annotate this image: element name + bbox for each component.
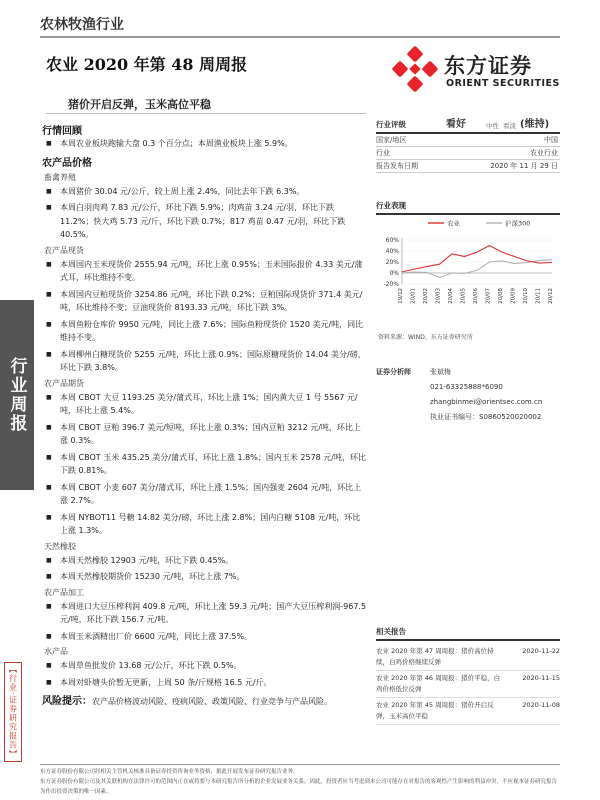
x-tick-label: 20/11 xyxy=(535,288,542,304)
title-divider xyxy=(46,113,366,114)
list-item: ■ 本周 CBOT 小麦 607 美分/蒲式耳，环比上涨 1.5%；国内强麦 2604 元/吨，环比上涨 2.7%。 xyxy=(42,481,368,508)
list-item: ■ 本周 CBOT 大豆 1193.25 美分/蒲式耳，环比上涨 1%；国内黄大豆 1 号 5567 元/吨，环比上涨 5.4%。 xyxy=(42,391,368,418)
analyst-row xyxy=(376,364,560,379)
related-report-date: 2020-11-08 xyxy=(522,701,560,709)
list-item: ■ 本周天然橡胶期货价 15230 元/吨，环比上涨 7%。 xyxy=(42,570,368,584)
logo-name-en: ORIENT SECURITIES xyxy=(446,78,560,89)
rating-row xyxy=(376,116,560,134)
y-tick-label: 60% xyxy=(385,237,399,244)
x-tick-label: 20/06 xyxy=(473,288,479,304)
list-item: ■ 本周农业板块跑输大盘 0.3 个百分点；本周渔业板块上涨 5.9%。 xyxy=(42,137,368,151)
disclaimer-line: 东方证券股份有限公司及其关联机构在法律许可的范围内正在或将要与本研究报告所分析的企业发展业务关系。因此，投资者应当考虑到本公司可能存在对报告的客观性产生影响的利益冲突，不应视本证券研究报告为作出投资决策的唯一因素。 xyxy=(40,779,558,795)
info-row xyxy=(376,134,560,147)
rating-panel xyxy=(376,116,560,173)
info-value: 2020 年 11 月 29 日 xyxy=(490,162,558,170)
related-reports xyxy=(376,626,560,725)
analyst-license: 执业证书编号：S0860520020002 xyxy=(430,412,542,421)
list-item: ■ 本周 CBOT 玉米 435.25 美分/蒲式耳，环比上涨 1.8%；国内玉米 2578 元/吨，环比下跌 0.81%。 xyxy=(42,451,368,478)
info-value: 农业行业 xyxy=(530,149,558,157)
disclaimer-line: 东方证券股份有限公司经相关主管机关核准具备证券投资咨询业务资格，据此开展发布证券研究报告业务。 xyxy=(40,769,299,775)
x-tick-label: 20/08 xyxy=(498,288,504,304)
info-key: 国家/地区 xyxy=(376,136,407,144)
company-logo xyxy=(392,46,562,96)
x-tick-label: 20/09 xyxy=(510,288,517,304)
analyst-phone: 021-63325888*6090 xyxy=(430,382,503,391)
disclaimer-footer xyxy=(40,764,560,797)
sidebar-label: 行业周报 xyxy=(6,357,27,433)
related-report-title[interactable]: 农业 2020 年第 45 周周报：猪价开启反弹，玉米高位平稳 xyxy=(376,701,494,720)
subsection-title-processing: 农产品加工 xyxy=(44,587,84,597)
x-tick-label: 19/12 xyxy=(398,288,404,304)
list-item: ■ 本周草鱼批发价 13.68 元/公斤，环比下跌 0.5%。 xyxy=(42,659,368,673)
rating-neutral: 中性 xyxy=(486,122,499,130)
related-report-item[interactable] xyxy=(376,698,560,725)
analyst-role: 证券分析师 xyxy=(376,367,411,376)
x-tick-label: 20/05 xyxy=(460,288,467,304)
rating-hold: (维持) xyxy=(520,119,550,130)
list-item: ■ 本周对虾塘头价暂无更新，上周 50 条/斤规格 16.5 元/斤。 xyxy=(42,676,368,690)
list-item: ■ 本周猪价 30.04 元/公斤，较上周上涨 2.4%，同比去年下跌 6.3%。 xyxy=(42,185,368,199)
analyst-email[interactable]: zhangbinmei@orientsec.com.cn xyxy=(430,397,543,406)
subsection-title-aquatic: 水产品 xyxy=(44,647,68,656)
related-report-title[interactable]: 农业 2020 年第 46 周周报：猪价平稳，白鸡价格低位反弹 xyxy=(376,674,501,693)
legend-label: 农业 xyxy=(447,219,460,228)
analyst-row xyxy=(376,409,560,424)
analyst-name: 张斌梅 xyxy=(430,367,451,376)
section-title-review: 行情回顾 xyxy=(42,126,82,137)
info-key: 报告发布日期 xyxy=(376,162,418,170)
related-report-title[interactable]: 农业 2020 年第 47 周周报：猪价高位持续，白鸡价格继续反弹 xyxy=(376,647,494,666)
industry-header: 农林牧渔行业 xyxy=(40,17,124,33)
report-body xyxy=(42,120,368,707)
related-report-item[interactable] xyxy=(376,671,560,698)
info-key: 行业 xyxy=(376,149,390,157)
subsection-title-futures: 农产品期货 xyxy=(44,378,84,388)
header-divider xyxy=(40,36,560,38)
info-value: 中国 xyxy=(544,136,558,144)
related-report-date: 2020-11-22 xyxy=(522,647,560,655)
report-title: 农业 2020 年第 48 周周报 xyxy=(46,55,248,74)
y-tick-label: -20% xyxy=(383,281,399,288)
subsection-title-rubber: 天然橡胶 xyxy=(44,541,76,551)
risk-warning xyxy=(42,692,368,707)
list-item: ■ 本周国内玉米现货价 2555.94 元/吨，环比上涨 0.95%；玉米国际报价 4.33 美元/蒲式耳，环比维持不变。 xyxy=(42,258,368,285)
performance-chart xyxy=(376,214,560,314)
list-item: ■ 本周国内豆粕现货价 3254.86 元/吨，环比下跌 0.2%；豆粕国际现货价 371.4 美元/吨，环比维持不变；豆油现货价 8193.33 元/吨，环比下跌 3%。 xyxy=(42,288,368,315)
series-line xyxy=(402,246,552,272)
report-subtitle: 猪价开启反弹，玉米高位平稳 xyxy=(68,98,211,111)
x-tick-label: 20/02 xyxy=(423,288,429,304)
x-tick-label: 20/07 xyxy=(485,288,492,304)
analyst-panel xyxy=(376,364,560,424)
legend-label: 沪深300 xyxy=(505,219,531,228)
logo-name-cn: 东方证券 xyxy=(444,54,532,78)
risk-label: 风险提示： xyxy=(42,696,92,707)
y-tick-label: 0% xyxy=(389,270,399,277)
list-item: ■ 本周进口大豆压榨利润 409.8 元/吨，环比上涨 59.3 元/吨；国产大豆压榨利润-967.5 元/吨，环比下跌 156.7 元/吨。 xyxy=(42,600,368,627)
x-tick-label: 20/04 xyxy=(448,288,454,304)
x-tick-label: 20/10 xyxy=(523,288,529,304)
list-item: ■ 本周天然橡胶 12903 元/吨，环比下跌 0.45%。 xyxy=(42,554,368,568)
list-item: ■ 本周鱼粉仓库价 9950 元/吨，同比上涨 7.6%；国际鱼粉现货价 1520 美元/吨，同比维持不变。 xyxy=(42,318,368,345)
subsection-title-livestock: 畜禽养殖 xyxy=(44,172,76,182)
rating-negative: 看淡 xyxy=(503,122,516,130)
x-tick-label: 20/12 xyxy=(548,288,554,304)
info-row xyxy=(376,160,560,173)
series-line xyxy=(402,260,552,278)
chart-source: 资料来源：WIND、东方证券研究所 xyxy=(378,334,473,341)
sidebar-tag xyxy=(4,662,22,762)
risk-text: 农产品价格波动风险、疫病风险、政策风险、行业竞争与产品风险。 xyxy=(92,697,332,706)
sidebar-report-type xyxy=(0,300,34,490)
x-tick-label: 20/03 xyxy=(435,288,442,304)
related-title: 相关报告 xyxy=(376,626,560,641)
info-row xyxy=(376,147,560,160)
y-tick-label: 20% xyxy=(385,259,399,266)
rating-value: 看好 xyxy=(446,119,466,130)
list-item: ■ 本周柳州白糖现货价 5255 元/吨，环比上涨 0.9%；国际原糖现货价 14.04 美分/磅，环比下跌 3.8%。 xyxy=(42,348,368,375)
section-title-prices: 农产品价格 xyxy=(42,157,92,169)
related-report-date: 2020-11-15 xyxy=(522,674,560,682)
orient-logo-icon xyxy=(392,46,438,92)
list-item: ■ 本周 NYBOT11 号糖 14.82 美分/磅，环比上涨 2.8%；国内白糖 5108 元/吨，环比上涨 1.3%。 xyxy=(42,511,368,538)
list-item: ■ 本周白羽肉鸡 7.83 元/公斤，环比下跌 5.9%；肉鸡苗 3.24 元/羽，环比下跌 11.2%；快大鸡 5.73 元/斤，环比下跌 0.7%；817 鸡苗 0.47 元/羽，环比下跌 40.5%。 xyxy=(42,201,368,242)
y-tick-label: 40% xyxy=(385,248,399,255)
x-tick-label: 20/01 xyxy=(410,288,417,304)
list-item: ■ 本周玉米酒精出厂价 6600 元/吨，同比上涨 37.5%。 xyxy=(42,630,368,644)
sidebar-tag-label: 【行业·证券研究报告】 xyxy=(8,665,18,759)
related-report-item[interactable] xyxy=(376,644,560,671)
rating-label: 行业评级 xyxy=(376,120,406,129)
analyst-row xyxy=(376,379,560,394)
analyst-row xyxy=(376,394,560,409)
performance-title: 行业表现 xyxy=(376,200,560,215)
list-item: ■ 本周 CBOT 豆粕 396.7 美元/短吨，环比上涨 0.3%；国内豆粕 3212 元/吨，环比上涨 0.3%。 xyxy=(42,421,368,448)
subsection-title-spot: 农产品现货 xyxy=(44,245,84,255)
